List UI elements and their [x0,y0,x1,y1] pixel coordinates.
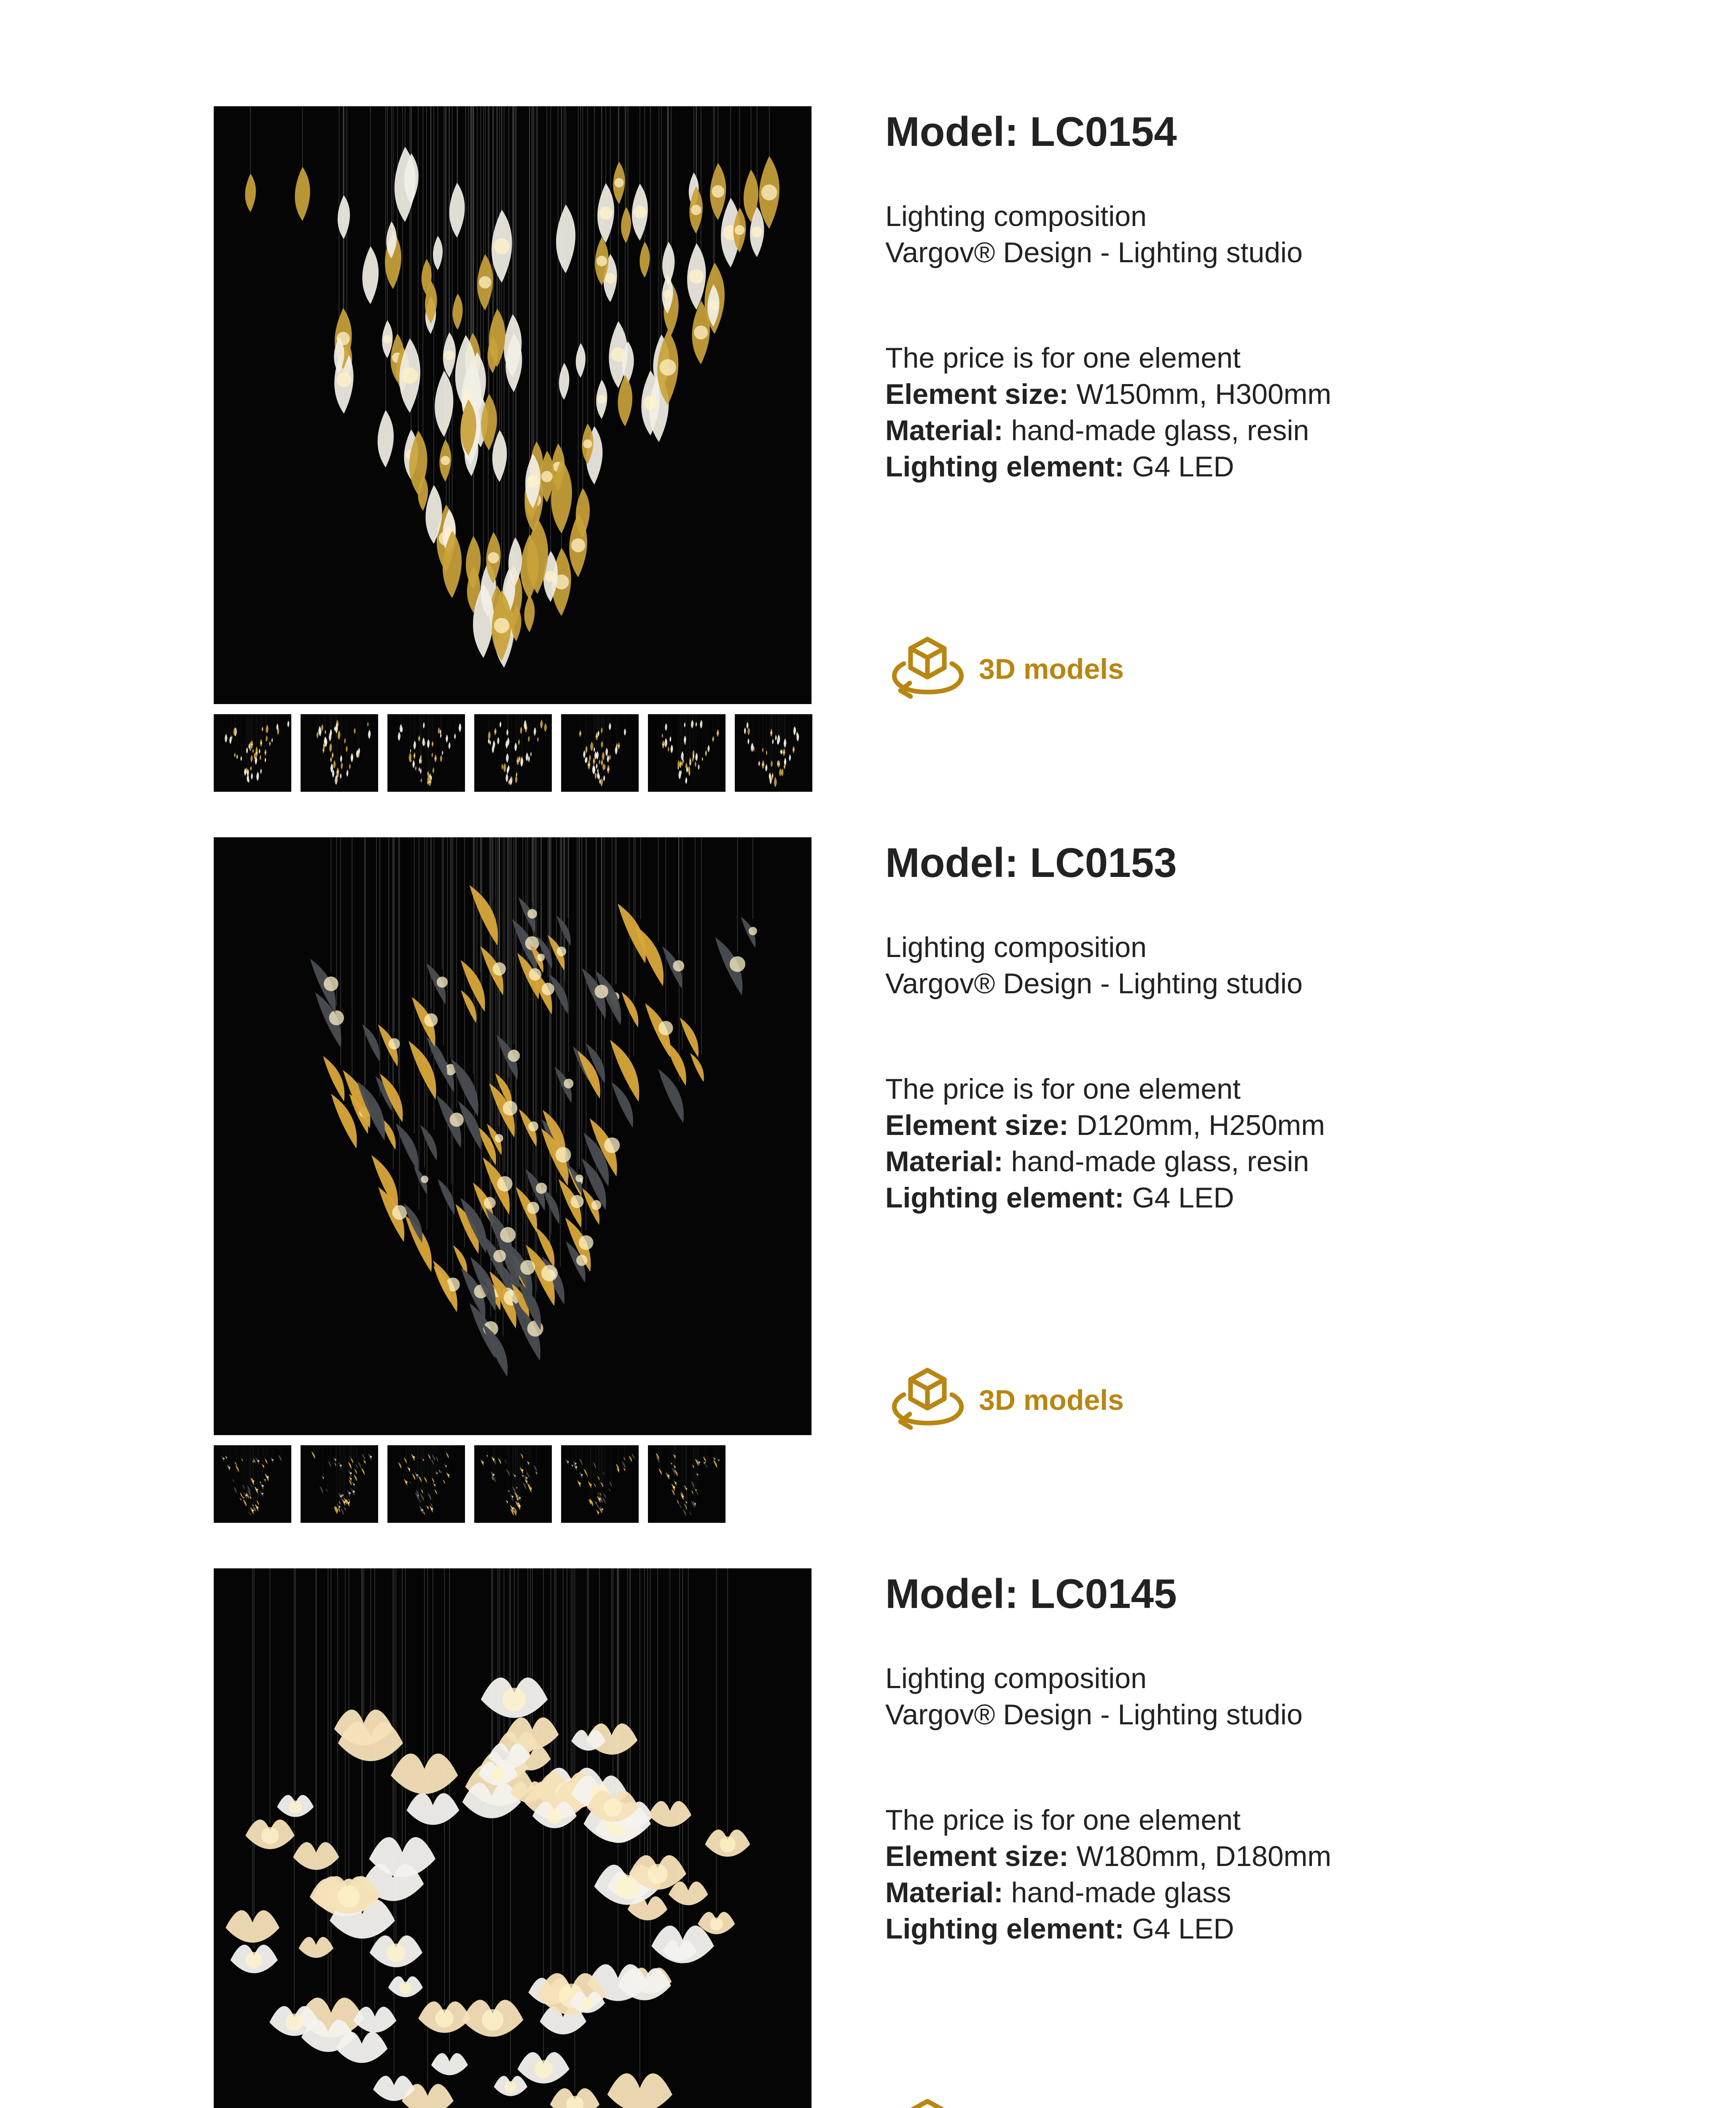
thumbnail-image[interactable] [387,714,465,792]
price-note: The price is for one element [885,1804,1241,1836]
thumbnail-render [648,714,726,792]
spec-label: Element size: [885,1840,1069,1872]
cube-rotate-icon [885,633,970,705]
thumbnail-image[interactable] [214,1445,291,1523]
spec-element-size [885,376,1331,412]
model-title: Model: LC0153 [885,839,1177,886]
spec-label: Material: [885,1145,1003,1178]
model-title: Model: LC0145 [885,1570,1177,1617]
spec-value: hand-made glass [1011,1877,1231,1909]
studio-name: Vargov® Design - Lighting studio [885,237,1303,269]
thumbnail-render [387,1445,465,1523]
thumbnail-render [214,1445,291,1523]
spec-value: hand-made glass, resin [1011,414,1309,446]
chandelier-render [214,837,812,1435]
thumbnail-render [474,1445,552,1523]
thumbnail-render [561,1445,639,1523]
spec-value: hand-made glass, resin [1011,1145,1309,1178]
product-main-image[interactable] [214,106,812,704]
cube-rotate-icon [885,1364,970,1436]
thumbnail-render [648,1445,726,1523]
thumbnail-image[interactable] [301,1445,378,1523]
thumbnail-render [301,1445,378,1523]
spec-label: Material: [885,414,1003,446]
product-lc0153 [0,837,1736,1554]
thumbnail-image[interactable] [648,1445,726,1523]
thumbnail-image[interactable] [474,714,552,792]
spec-value: W180mm, D180mm [1076,1840,1332,1872]
spec-material [885,412,1309,449]
spec-element-size [885,1838,1331,1874]
spec-material [885,1143,1309,1180]
spec-label: Element size: [885,1109,1069,1141]
price-note: The price is for one element [885,1073,1241,1105]
spec-value: G4 LED [1132,1913,1234,1945]
spec-label: Material: [885,1877,1003,1909]
3d-models-link[interactable] [885,2091,1124,2108]
product-main-image[interactable] [214,1568,812,2108]
product-type: Lighting composition [885,200,1147,232]
spec-lighting-element [885,1911,1234,1947]
thumbnail-render [214,714,291,792]
thumbnail-image[interactable] [301,714,378,792]
spec-element-size [885,1107,1325,1143]
product-lc0145 [0,1568,1736,2108]
product-lc0154 [0,106,1736,823]
chandelier-render [214,106,812,704]
thumbnail-render [474,714,552,792]
product-type: Lighting composition [885,931,1147,963]
spec-value: G4 LED [1132,1182,1234,1214]
spec-value: D120mm, H250mm [1076,1109,1325,1141]
3d-models-link[interactable] [885,1360,1124,1440]
spec-value: W150mm, H300mm [1076,378,1332,410]
thumbnail-render [301,714,378,792]
product-type: Lighting composition [885,1662,1147,1694]
cube-rotate-icon [885,2095,970,2108]
thumbnail-render [561,714,639,792]
thumbnail-image[interactable] [735,714,812,792]
spec-label: Lighting element: [885,451,1124,483]
thumbnail-render [387,714,465,792]
chandelier-render [214,1568,812,2108]
thumbnail-strip [214,1445,812,1523]
product-main-image[interactable] [214,837,812,1435]
model-title: Model: LC0154 [885,108,1177,155]
spec-value: G4 LED [1132,451,1234,483]
thumbnail-image[interactable] [561,714,639,792]
thumbnail-image[interactable] [214,714,291,792]
thumbnail-image[interactable] [387,1445,465,1523]
spec-label: Lighting element: [885,1182,1124,1214]
studio-name: Vargov® Design - Lighting studio [885,1699,1303,1731]
3d-models-link[interactable] [885,629,1124,709]
thumbnail-strip [214,714,812,792]
thumbnail-image[interactable] [561,1445,639,1523]
thumbnail-render [735,714,812,792]
thumbnail-image[interactable] [648,714,726,792]
spec-material [885,1874,1231,1911]
thumbnail-image[interactable] [474,1445,552,1523]
3d-models-label: 3D models [979,1384,1124,1416]
spec-label: Element size: [885,378,1069,410]
spec-lighting-element [885,449,1234,485]
3d-models-label: 3D models [979,653,1124,685]
spec-label: Lighting element: [885,1913,1124,1945]
studio-name: Vargov® Design - Lighting studio [885,968,1303,1000]
spec-lighting-element [885,1180,1234,1216]
price-note: The price is for one element [885,342,1241,374]
